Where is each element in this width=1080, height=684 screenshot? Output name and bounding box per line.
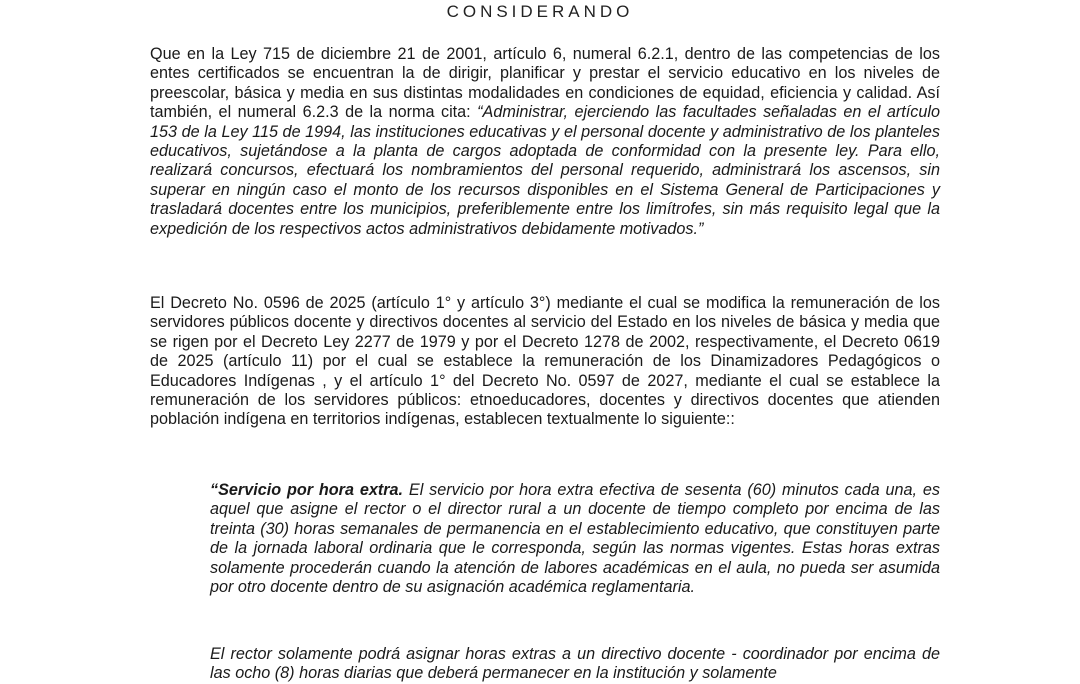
paragraph-ley-715-quote: “Administrar, ejerciendo las facultades señaladas en el artículo 153 de la Ley 115 de 1994, las instituciones educativas y el personal docente y administrativo de los planteles educativos, sujetándose a la planta de cargos adoptada de conformidad con la presente ley. Para ello, realizará concursos, efectuará los nombramientos del personal requerido, administrará los ascensos, sin superar en ningún caso el monto de los recursos disponibles en el Sistema General de Participaciones y trasladará docentes entre los municipios, preferiblemente entre los limítrofes, sin más requisito legal que la expedición de los respectivos actos administrativos debidamente motivados.” [150,103,941,238]
quote-servicio-hora-extra-body: El servicio por hora extra efectiva de sesenta (60) minutos cada una, es aquel que asigne el rector o el director rural a un docente de tiempo completo por encima de las treinta (30) horas semanales de permanencia en el establecimiento educativo, que constituyen parte de la jornada laboral ordinaria que le corresponda, según las normas vigentes. Estas horas extras solamente procederán cuando la atención de labores académicas en el aula, no pueda ser asumida por otro docente dentro de su asignación académica reglamentaria. [210,481,940,597]
quote-rector-horas-extras: El rector solamente podrá asignar horas extras a un directivo docente - coordinador por encima de las ocho (8) horas diarias que deberá permanecer en la institución y solamente [210,645,940,683]
section-heading: CONSIDERANDO [446,2,634,21]
quote-servicio-hora-extra [210,481,940,597]
quote-servicio-hora-extra-title: “Servicio por hora extra. [210,481,404,499]
paragraph-ley-715 [150,45,940,239]
paragraph-ley-715-plain: Que en la Ley 715 de diciembre 21 de 2001, artículo 6, numeral 6.2.1, dentro de las competencias de los entes certificados se encuentran la de dirigir, planificar y prestar el servicio educativo en los niveles de preescolar, básica y media en sus distintas modalidades en condiciones de equidad, eficiencia y calidad. Así también, el numeral 6.2.3 de la norma cita: [150,45,940,122]
paragraph-decretos: El Decreto No. 0596 de 2025 (artículo 1° y artículo 3°) mediante el cual se modifica la remuneración de los servidores públicos docente y directivos docentes al servicio del Estado en los niveles de básica y media que se rigen por el Decreto Ley 2277 de 1979 y por el Decreto 1278 de 2002, respectivamente, el Decreto 0619 de 2025 (artículo 11) por el cual se establece la remuneración de los Dinamizadores Pedagógicos o Educadores Indígenas , y el artículo 1° del Decreto No. 0597 de 2027, mediante el cual se establece la remuneración de los servidores públicos: etnoeducadores, docentes y directivos docentes que atienden población indígena en territorios indígenas, establecen textualmente lo siguiente:: [150,294,940,429]
